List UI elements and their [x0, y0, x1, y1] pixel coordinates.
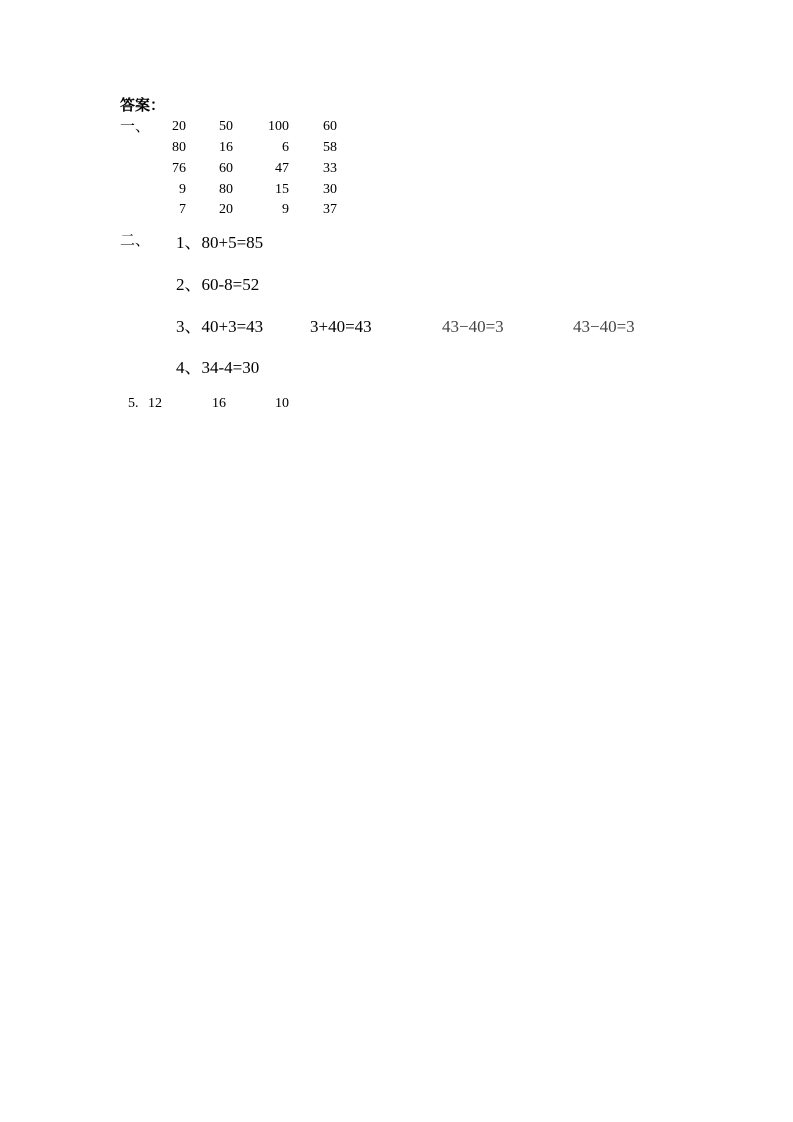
section-2-item-3-extra-2: 43−40=3	[442, 317, 504, 336]
section-2-label: 二、	[120, 233, 151, 249]
grid-cell: 50	[219, 119, 233, 134]
grid-cell: 80	[172, 140, 186, 155]
grid-cell: 7	[179, 202, 186, 217]
grid-cell: 37	[323, 202, 337, 217]
grid-cell: 30	[323, 182, 337, 197]
grid-cell: 33	[323, 161, 337, 176]
section-5-label: 5.	[128, 396, 139, 411]
section-5-value-3: 10	[275, 396, 289, 411]
section-5-value-2: 16	[212, 396, 226, 411]
section-2-item-3: 3、40+3=43	[176, 317, 264, 336]
grid-cell: 16	[219, 140, 233, 155]
section-5-value-1: 12	[148, 396, 162, 411]
grid-cell: 47	[275, 161, 289, 176]
answer-heading: 答案：	[120, 98, 166, 114]
grid-cell: 20	[219, 202, 233, 217]
grid-cell: 80	[219, 182, 233, 197]
section-2-item-2: 2、60-8=52	[176, 275, 260, 294]
grid-cell: 6	[282, 140, 289, 155]
grid-cell: 20	[172, 119, 186, 134]
grid-cell: 9	[179, 182, 186, 197]
grid-cell: 76	[172, 161, 186, 176]
grid-cell: 100	[268, 119, 289, 134]
section-2-item-1: 1、80+5=85	[176, 233, 264, 252]
grid-cell: 58	[323, 140, 337, 155]
grid-cell: 15	[275, 182, 289, 197]
section-2-item-3-extra-3: 43−40=3	[573, 317, 635, 336]
section-2-item-3-extra-1: 3+40=43	[310, 317, 372, 336]
grid-cell: 60	[219, 161, 233, 176]
section-1-label: 一、	[120, 119, 151, 135]
grid-cell: 60	[323, 119, 337, 134]
grid-cell: 9	[282, 202, 289, 217]
section-2-item-4: 4、34-4=30	[176, 358, 260, 377]
